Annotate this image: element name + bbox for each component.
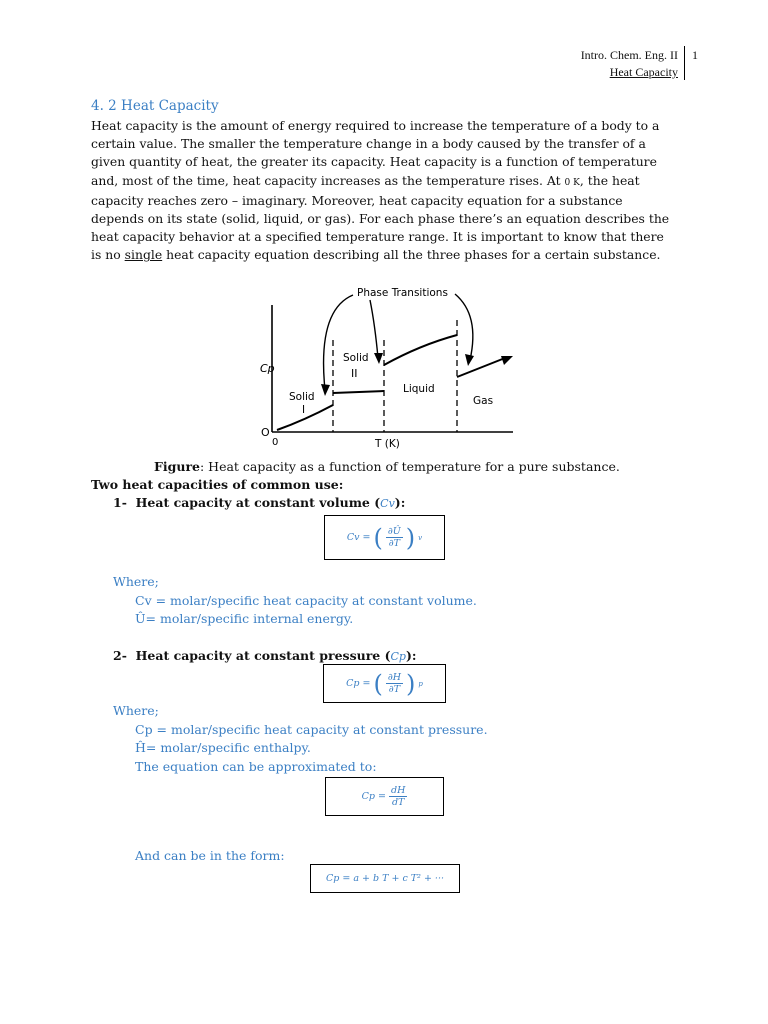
para-part3: heat capacity equation describing all the three phases for a certain substance. (162, 247, 661, 263)
label-origin-y: O (261, 426, 270, 439)
transition-arrowhead-2 (374, 353, 383, 364)
item2-where: Where; (113, 703, 159, 718)
form-equation-box (310, 864, 460, 893)
label-cp: Cp (260, 362, 275, 375)
common-use-heading: Two heat capacities of common use: (91, 477, 344, 492)
curve-liquid (384, 335, 457, 365)
form-equation: Cp = a + b T + c T² + ··· (326, 873, 444, 884)
cp-subscript: p (418, 679, 423, 688)
label-t-axis: T (K) (375, 438, 400, 450)
cv-left-paren: ( (373, 523, 383, 552)
cv-equation-box (324, 515, 445, 560)
approx-lhs: Cp = (361, 791, 386, 802)
cp-left-paren: ( (373, 669, 383, 698)
cp-numerator: ∂H (387, 672, 402, 683)
approx-fraction (389, 785, 407, 808)
figure-caption (154, 459, 620, 474)
cv-lhs: Cv = (346, 532, 371, 543)
label-solid-1: Solid (289, 391, 315, 403)
cp-lhs: Cp = (346, 678, 371, 689)
item1-label: 1- Heat capacity at constant volume ( (113, 495, 381, 510)
curve-solid-2 (333, 391, 384, 393)
header-topic: Heat Capacity (609, 65, 678, 79)
label-origin-x: 0 (272, 437, 279, 448)
approx-equation (362, 785, 408, 808)
page-number: 1 (692, 48, 698, 62)
cv-denominator: ∂T (388, 538, 400, 549)
item1-def-cv: Cv = molar/specific heat capacity at constant volume. (135, 593, 477, 608)
item1-where: Where; (113, 574, 159, 589)
item2-symbol: Cp (390, 650, 406, 663)
item2-def-cp: Cp = molar/specific heat capacity at constant pressure. (135, 722, 488, 737)
label-gas: Gas (473, 395, 494, 407)
transition-arrowhead-1 (321, 384, 330, 396)
approx-denominator: dT (391, 797, 405, 808)
item2-def-h: Ĥ= molar/specific enthalpy. (135, 740, 311, 755)
para-unit: 0 K (564, 177, 580, 188)
caption-label: Figure (154, 459, 200, 474)
approx-numerator: dH (390, 785, 406, 796)
cv-numerator: ∂Û (387, 526, 401, 537)
item1-label-end: ): (394, 495, 406, 510)
label-liquid: Liquid (403, 383, 435, 395)
para-part2: , the heat capacity reaches zero – imaginary. Moreover, heat capacity equation for a substance depends on its state (solid, liquid, or gas). For each phase there’s an equation describes the heat capacity behavior at a specified temperature range. It is important to know that there is no (91, 172, 670, 263)
para-emphasis: single (124, 247, 163, 263)
curve-gas (457, 358, 505, 377)
item2-label: 2- Heat capacity at constant pressure ( (113, 648, 391, 663)
cv-fraction (386, 526, 403, 549)
item2-label-end: ): (405, 648, 417, 663)
approx-text: The equation can be approximated to: (135, 759, 377, 774)
cp-right-paren: ) (406, 669, 416, 698)
transition-arrow-3 (455, 294, 473, 360)
item1-heading (113, 495, 405, 510)
header-course: Intro. Chem. Eng. II (580, 48, 678, 62)
cp-equation-box (323, 664, 446, 703)
cp-fraction (386, 672, 403, 695)
caption-text: : Heat capacity as a function of temperature for a pure substance. (200, 459, 620, 474)
transition-arrow-2 (370, 300, 378, 358)
label-phase-transitions: Phase Transitions (357, 287, 448, 299)
label-solid-2: Solid (343, 352, 369, 364)
cv-subscript: v (418, 533, 423, 542)
phase-diagram-figure (255, 280, 520, 455)
section-title: 4. 2 Heat Capacity (91, 98, 219, 114)
item1-symbol: Cv (380, 497, 395, 510)
transition-arrow-1 (324, 295, 353, 390)
approx-equation-box (325, 777, 444, 816)
para-part1: Heat capacity is the amount of energy required to increase the temperature of a body to a certain value. The smaller the temperature change in a body caused by the transfer of a given quantity of heat, the greater its capacity. Heat capacity is a function of temperature and, most of the time, heat capacity increases as the temperature rises. At (91, 118, 660, 188)
item2-heading (113, 648, 417, 663)
item1-def-u: Û= molar/specific internal energy. (135, 611, 354, 626)
form-text: And can be in the form: (135, 848, 285, 863)
label-solid-1-num: I (302, 404, 306, 416)
label-solid-2-num: II (351, 367, 358, 380)
intro-paragraph (91, 117, 671, 265)
cp-denominator: ∂T (388, 684, 401, 695)
gas-arrowhead (501, 356, 513, 365)
header-divider (684, 46, 685, 80)
cv-right-paren: ) (405, 523, 416, 552)
transition-arrowhead-3 (465, 354, 474, 366)
cp-equation (346, 669, 423, 698)
cv-equation (346, 523, 423, 552)
